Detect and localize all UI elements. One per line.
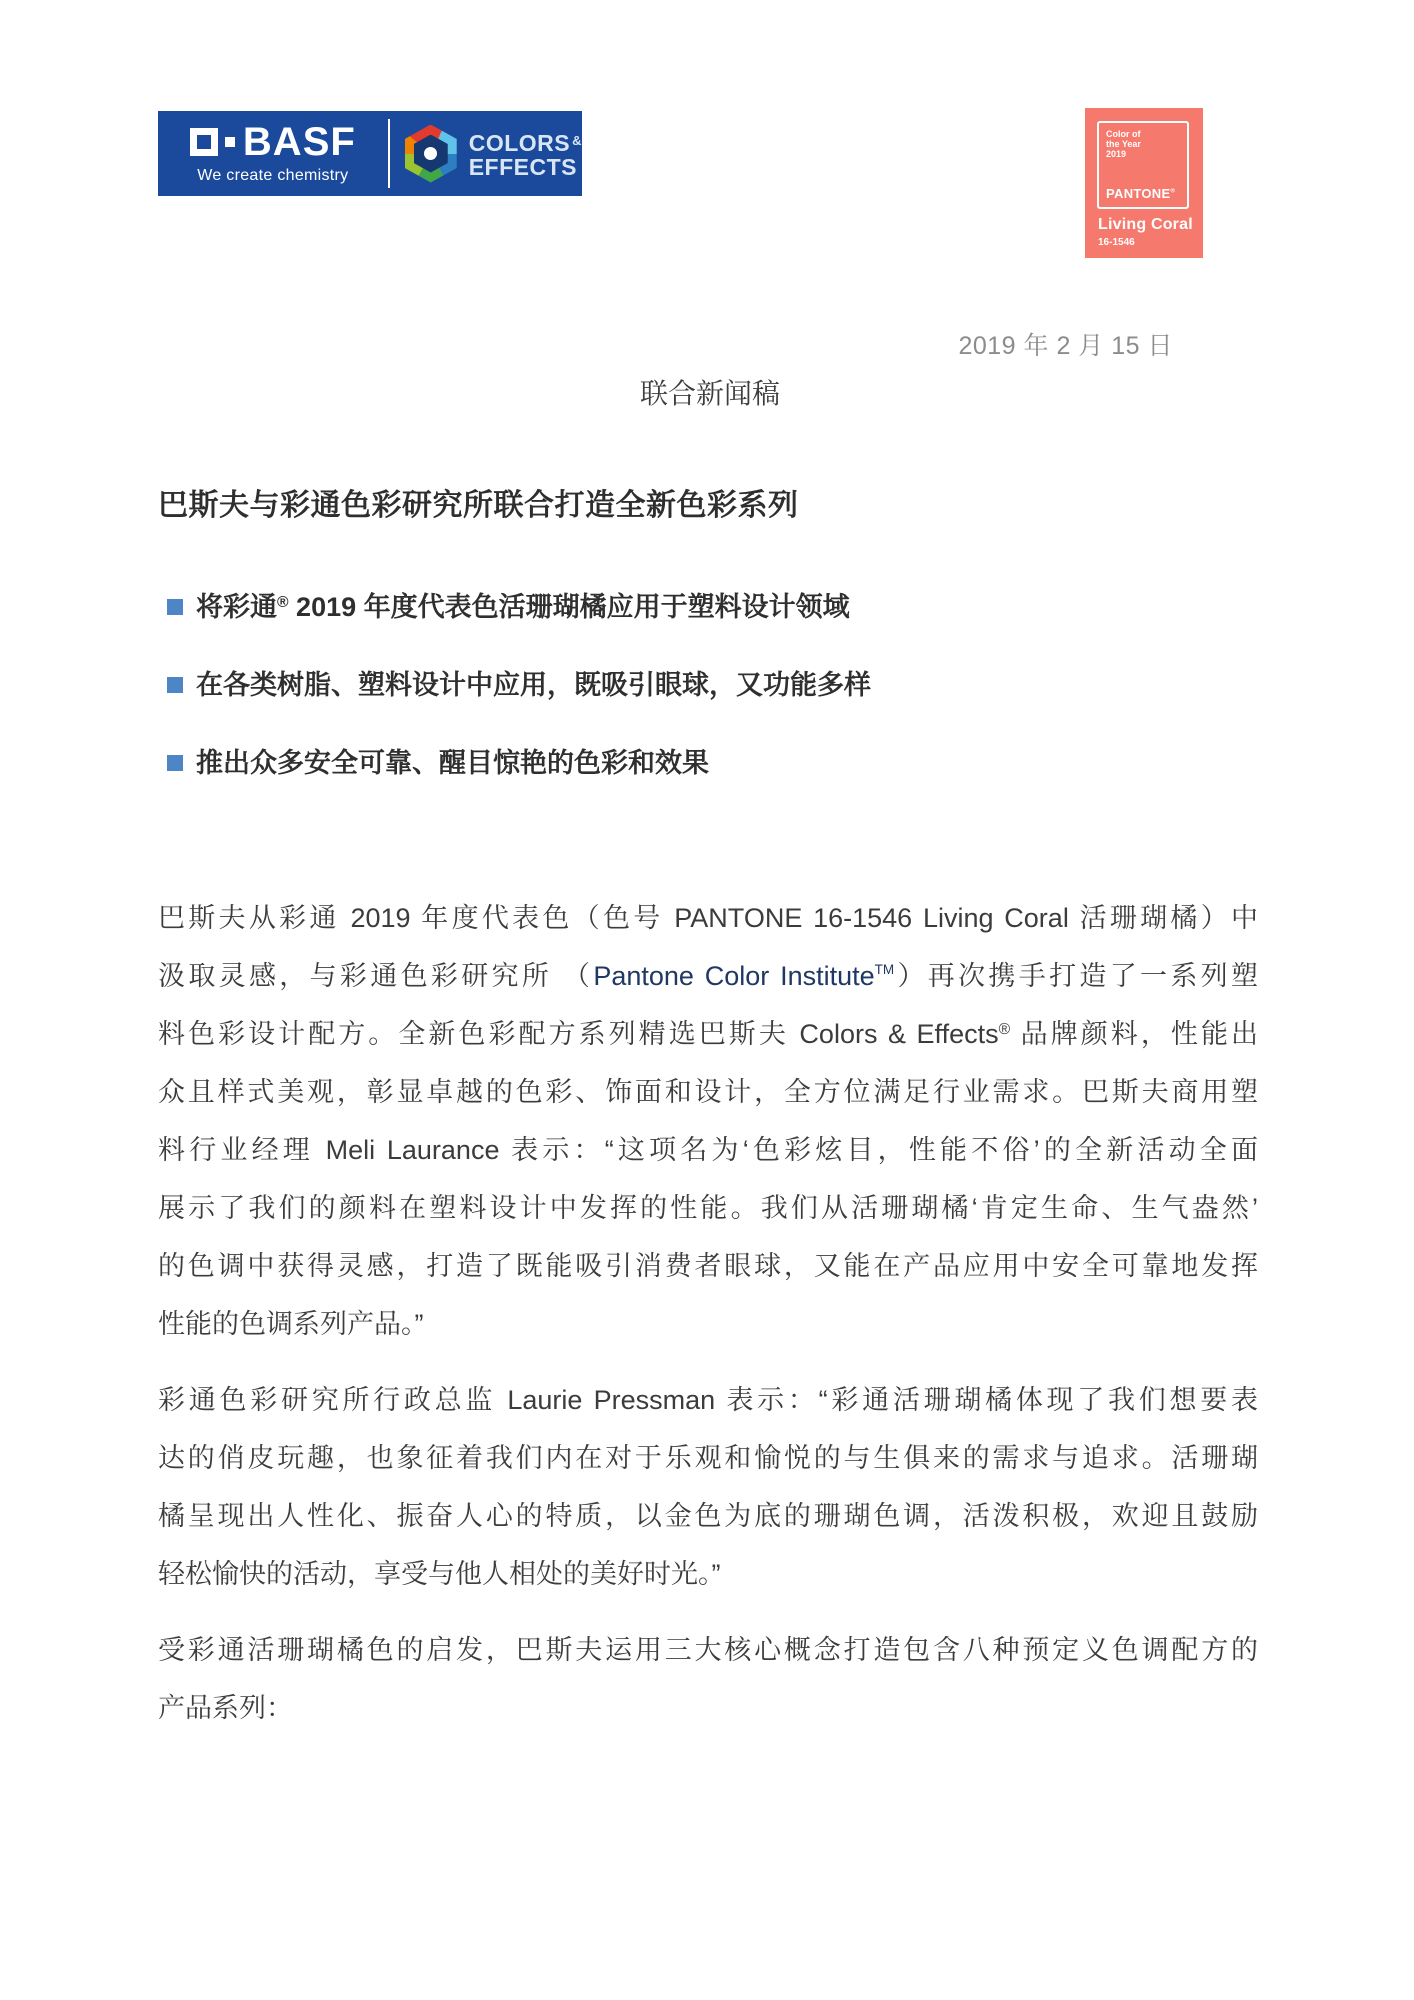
body-paragraph (158, 1371, 1258, 1603)
body-line: 橘呈现出人性化、振奋人心的特质，以金色为底的珊瑚色调，活泼积极，欢迎且鼓励 (158, 1501, 1258, 1531)
release-type-label: 联合新闻稿 (639, 378, 780, 409)
colors-effects-wordmark (469, 129, 582, 179)
body-line: 众且样式美观，彰显卓越的色彩、饰面和设计，全方位满足行业需求。巴斯夫商用塑 (158, 1077, 1258, 1107)
bullet-text: 在各类树脂、塑料设计中应用，既吸引眼球，又功能多样 (196, 670, 871, 700)
body-line: 达的俏皮玩趣，也象征着我们内在对于乐观和愉悦的与生俱来的需求与追求。活珊瑚 (158, 1443, 1258, 1473)
body-line: 产品系列： (158, 1693, 293, 1723)
body-line: 料行业经理 Meli Laurance 表示：“这项名为‘色彩炫目，性能不俗’的全新活动全面 (158, 1135, 1258, 1165)
effects-label: EFFECTS (468, 153, 577, 180)
bullet-square-icon (167, 755, 183, 771)
body-line: 巴斯夫从彩通 2019 年度代表色（色号 PANTONE 16-1546 Living Coral 活珊瑚橘）中 (158, 903, 1258, 933)
body-line: 性能的色调系列产品。” (158, 1309, 424, 1339)
body-line: 料色彩设计配方。全新色彩配方系列精选巴斯夫 Colors & Effects® 品牌颜料，性能出 (158, 1019, 1258, 1049)
body-line: 彩通色彩研究所行政总监 Laurie Pressman 表示：“彩通活珊瑚橘体现了我们想要表 (158, 1385, 1258, 1415)
basf-logo-section (158, 111, 388, 196)
ampersand: & (572, 132, 582, 148)
colors-label: COLORS (468, 129, 571, 156)
body-text (158, 889, 1258, 1755)
body-paragraph (158, 1621, 1258, 1737)
basf-square-icon (190, 128, 218, 156)
bullet-square-icon (167, 599, 183, 615)
basf-logo-mark (190, 122, 356, 162)
document-date: 2019 年 2 月 15 日 (958, 332, 1173, 360)
color-of-the-year-label: Color of the Year 2019 (1106, 129, 1141, 159)
basf-tagline: We create chemistry (197, 167, 349, 184)
body-line: 受彩通活珊瑚橘色的启发，巴斯夫运用三大核心概念打造包含八种预定义色调配方的 (158, 1635, 1258, 1665)
bullet-item (158, 668, 1262, 702)
colors-effects-hexagon-icon (405, 125, 457, 183)
page-title: 巴斯夫与彩通色彩研究所联合打造全新色彩系列 (158, 489, 799, 522)
pantone-color-code: 16-1546 (1098, 237, 1135, 248)
pantone-color-swatch (1085, 108, 1203, 258)
pantone-inner-frame (1097, 121, 1189, 209)
bullet-item (158, 746, 1262, 780)
bullet-item (158, 590, 1262, 624)
basf-colors-effects-logo (158, 111, 582, 196)
basf-wordmark: BASF (242, 120, 356, 164)
bullet-text: 将彩通® 2019 年度代表色活珊瑚橘应用于塑料设计领域 (196, 592, 850, 622)
body-line: 的色调中获得灵感，打造了既能吸引消费者眼球，又能在产品应用中安全可靠地发挥 (158, 1251, 1258, 1281)
body-line: 轻松愉快的活动，享受与他人相处的美好时光。” (158, 1559, 721, 1589)
pantone-wordmark: PANTONE® (1106, 186, 1176, 201)
body-line: 展示了我们的颜料在塑料设计中发挥的性能。我们从活珊瑚橘‘肯定生命、生气盎然’ (158, 1193, 1258, 1223)
bullet-list (158, 590, 1262, 824)
bullet-text: 推出众多安全可靠、醒目惊艳的色彩和效果 (196, 748, 709, 778)
body-line: 汲取灵感，与彩通色彩研究所 （Pantone Color Institute™）再次携手打造了一系列塑 (158, 961, 1258, 991)
bullet-square-icon (167, 677, 183, 693)
basf-dot-icon (225, 137, 235, 147)
body-paragraph (158, 889, 1258, 1353)
colors-effects-section (390, 111, 582, 196)
pantone-color-name: Living Coral (1098, 216, 1193, 233)
